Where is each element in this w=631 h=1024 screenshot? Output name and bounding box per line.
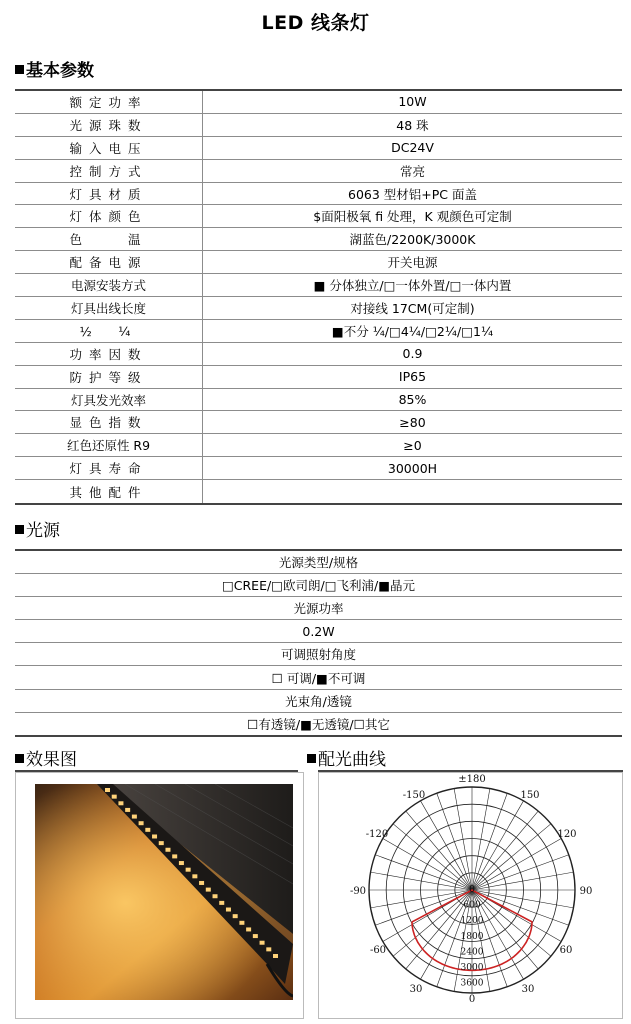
polar-angle-label: -150 <box>402 790 426 801</box>
param-row <box>15 228 622 251</box>
square-bullet-icon <box>15 754 24 763</box>
square-bullet-icon <box>307 754 316 763</box>
light-row <box>15 620 622 643</box>
light-source-table <box>15 549 622 737</box>
led-dot <box>186 868 191 872</box>
light-cell: □CREE/□欧司朗/□飞利浦/■晶元 <box>15 574 622 597</box>
param-key: 其他配件 <box>15 480 203 505</box>
section-light-source <box>15 516 60 541</box>
effect-photo <box>35 784 293 1000</box>
polar-intensity-label: 1200 <box>460 916 484 927</box>
param-value: DC24V <box>203 136 623 159</box>
section-curve-label: 配光曲线 <box>318 750 386 770</box>
param-row <box>15 411 622 434</box>
light-row <box>15 689 622 712</box>
polar-angle-label: 30 <box>521 984 535 995</box>
polar-angle-label: -60 <box>369 945 387 956</box>
led-dot <box>233 914 238 918</box>
param-row <box>15 480 622 505</box>
param-value: 30000H <box>203 457 623 480</box>
light-cell: 光束角/透镜 <box>15 689 622 712</box>
polar-angle-label: 150 <box>520 790 540 801</box>
light-cell: 光源类型/规格 <box>15 550 622 574</box>
section-basic-params <box>15 56 94 81</box>
polar-angle-label: 0 <box>468 994 476 1005</box>
led-dot <box>273 954 278 958</box>
param-row <box>15 319 622 342</box>
polar-angle-label: -120 <box>365 829 389 840</box>
led-dot <box>192 874 197 878</box>
param-value: 对接线 17CM(可定制) <box>203 297 623 320</box>
led-dot <box>145 828 150 832</box>
polar-intensity-label: 3000 <box>460 963 484 974</box>
param-key: 灯具寿命 <box>15 457 203 480</box>
led-dot <box>139 821 144 825</box>
polar-angle-label: ±180 <box>458 774 486 785</box>
param-value: $面阳极氧 fi 处理，K 观颜色可定制 <box>203 205 623 228</box>
param-key: 灯具材质 <box>15 182 203 205</box>
led-dot <box>179 861 184 865</box>
polar-angle-label: 60 <box>559 945 573 956</box>
param-row <box>15 342 622 365</box>
light-row <box>15 574 622 597</box>
led-dot <box>105 788 110 792</box>
param-value: ■ 分体独立/□一体外置/□一体内置 <box>203 274 623 297</box>
param-value: 0.9 <box>203 342 623 365</box>
led-dot <box>165 848 170 852</box>
param-key: 配备电源 <box>15 251 203 274</box>
param-value: 常亮 <box>203 159 623 182</box>
param-value: 10W <box>203 90 623 113</box>
led-dot <box>159 841 164 845</box>
polar-curve-frame <box>318 772 623 1019</box>
param-row <box>15 388 622 411</box>
param-row <box>15 205 622 228</box>
led-dot <box>219 901 224 905</box>
param-row <box>15 365 622 388</box>
param-row <box>15 136 622 159</box>
param-row <box>15 182 622 205</box>
led-dot <box>172 854 177 858</box>
param-key: 光源珠数 <box>15 113 203 136</box>
light-row <box>15 712 622 736</box>
param-row <box>15 457 622 480</box>
polar-angle-label: 120 <box>557 829 577 840</box>
param-key: 灯具出线长度 <box>15 297 203 320</box>
section-light-label: 光源 <box>26 521 60 541</box>
param-key: 灯具发光效率 <box>15 388 203 411</box>
param-value: ≥80 <box>203 411 623 434</box>
param-key: 输入电压 <box>15 136 203 159</box>
param-value: ■不分 ¼/□4¼/□2¼/□1¼ <box>203 319 623 342</box>
param-key: 控制方式 <box>15 159 203 182</box>
param-key: 显色指数 <box>15 411 203 434</box>
param-key: 灯体颜色 <box>15 205 203 228</box>
param-row <box>15 434 622 457</box>
led-dot <box>206 888 211 892</box>
param-key: 红色还原性 R9 <box>15 434 203 457</box>
square-bullet-icon <box>15 525 24 534</box>
param-key: ½ ¼ <box>15 319 203 342</box>
light-row <box>15 597 622 620</box>
polar-intensity-label: 1800 <box>460 931 484 942</box>
light-cell: 可调照射角度 <box>15 643 622 666</box>
params-table <box>15 89 622 505</box>
section-effect <box>15 745 77 770</box>
param-key: 功率因数 <box>15 342 203 365</box>
param-key: 额定功率 <box>15 90 203 113</box>
light-cell: 光源功率 <box>15 597 622 620</box>
led-dot <box>239 921 244 925</box>
param-value: 开关电源 <box>203 251 623 274</box>
light-cell: ☐有透镜/■无透镜/☐其它 <box>15 712 622 736</box>
led-dot <box>226 908 231 912</box>
param-row <box>15 90 622 113</box>
param-key: 防护等级 <box>15 365 203 388</box>
polar-angle-label: 90 <box>579 886 593 897</box>
led-dot <box>246 927 251 931</box>
light-row <box>15 550 622 574</box>
led-dot <box>260 941 265 945</box>
param-value: 85% <box>203 388 623 411</box>
section-basic-label: 基本参数 <box>26 61 94 81</box>
light-cell: ☐ 可调/■不可调 <box>15 666 622 689</box>
section-effect-label: 效果图 <box>26 750 77 770</box>
param-row <box>15 113 622 136</box>
led-dot <box>125 808 130 812</box>
led-dot <box>152 834 157 838</box>
light-row <box>15 643 622 666</box>
polar-intensity-label: 600 <box>463 900 481 911</box>
light-cell: 0.2W <box>15 620 622 643</box>
polar-angle-label: -90 <box>349 886 367 897</box>
param-value: 湖蓝色/2200K/3000K <box>203 228 623 251</box>
param-key: 电源安装方式 <box>15 274 203 297</box>
param-value: 48 珠 <box>203 113 623 136</box>
param-key: 色 温 <box>15 228 203 251</box>
light-row <box>15 666 622 689</box>
param-row <box>15 274 622 297</box>
param-value: 6063 型材铝+PC 面盖 <box>203 182 623 205</box>
led-dot <box>199 881 204 885</box>
led-dot <box>253 934 258 938</box>
param-value: IP65 <box>203 365 623 388</box>
param-value: ≥0 <box>203 434 623 457</box>
polar-angle-label: 30 <box>409 984 423 995</box>
led-dot <box>118 801 123 805</box>
section-curve <box>307 745 386 770</box>
led-dot <box>112 795 117 799</box>
polar-intensity-label: 3600 <box>460 978 484 989</box>
param-row <box>15 251 622 274</box>
param-value <box>203 480 623 505</box>
param-row <box>15 159 622 182</box>
param-row <box>15 297 622 320</box>
polar-intensity-label: 0 <box>469 885 475 895</box>
led-dot <box>213 894 218 898</box>
led-dot <box>266 947 271 951</box>
square-bullet-icon <box>15 65 24 74</box>
led-dot <box>132 815 137 819</box>
polar-light-curve <box>319 773 622 1018</box>
polar-intensity-label: 2400 <box>460 947 484 958</box>
document-title: LED 线条灯 <box>261 12 370 34</box>
